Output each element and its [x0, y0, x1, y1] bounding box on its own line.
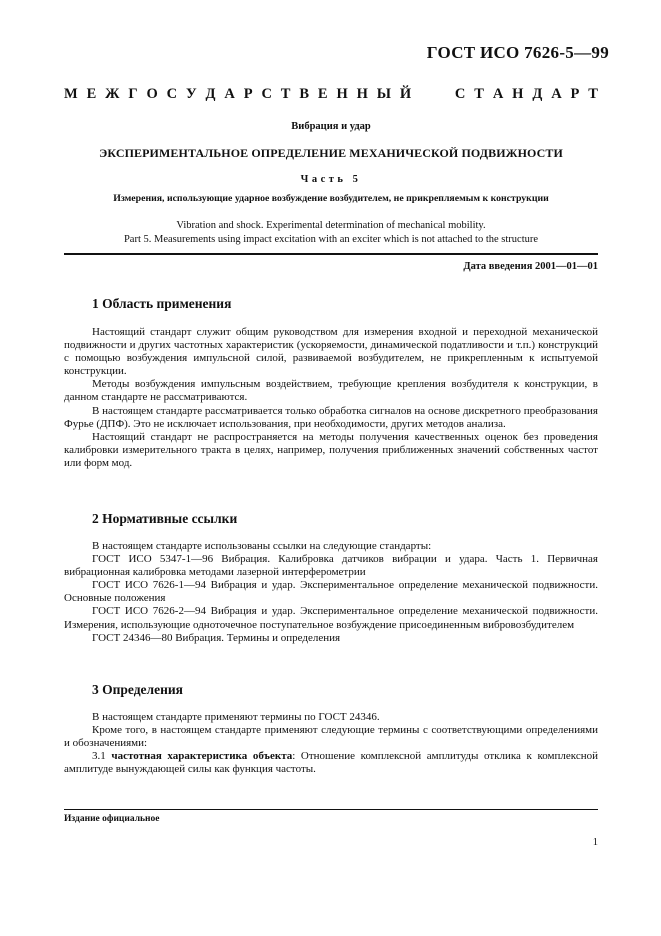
banner-letter: Ы — [376, 86, 391, 102]
section-1-heading: 1 Область применения — [92, 296, 232, 311]
banner-letter: У — [185, 86, 197, 102]
title-divider — [64, 253, 598, 255]
section-3-heading: 3 Определения — [92, 682, 183, 697]
banner-letter: С — [454, 86, 466, 102]
document-title-en — [64, 219, 598, 247]
banner-letter: В — [299, 86, 310, 102]
banner-letter: Е — [317, 86, 328, 102]
banner-letter: А — [492, 86, 504, 102]
banner-letter: Д — [205, 86, 216, 102]
banner-letter: Е — [86, 86, 97, 102]
subject-line: Вибрация и удар — [291, 121, 371, 132]
page-number: 1 — [592, 837, 598, 848]
definition-term: частотная характеристика объекта — [111, 750, 293, 763]
reference-item: ГОСТ ИСО 7626-2—94 Вибрация и удар. Экспериментальное определение механической подвижности. Измерения, использующие одноточечное поступательное возбуждение присоединенным вибровозбудителем — [64, 605, 598, 631]
banner-letter: А — [551, 86, 562, 102]
banner-letter: Н — [336, 86, 348, 102]
banner-letter: Т — [474, 86, 484, 102]
banner-letter: О — [146, 86, 158, 102]
title-en-line-1: Vibration and shock. Experimental determination of mechanical mobility. — [176, 220, 486, 231]
banner-letter: Р — [570, 86, 580, 102]
banner-letter: Ж — [105, 86, 120, 102]
section-1-body — [64, 326, 598, 470]
banner-letter: Д — [532, 86, 543, 102]
document-title-ru: ЭКСПЕРИМЕНТАЛЬНОЕ ОПРЕДЕЛЕНИЕ МЕХАНИЧЕСКОЙ ПОДВИЖНОСТИ — [99, 146, 563, 160]
section-2-body — [64, 540, 598, 645]
banner-letter: М — [64, 86, 78, 102]
banner-letter: Т — [280, 86, 291, 102]
banner-letter: Й — [399, 86, 412, 102]
standard-code: ГОСТ ИСО 7626-5—99 — [426, 43, 609, 62]
title-en-line-2: Part 5. Measurements using impact excitation with an exciter which is not attached to the structure — [123, 234, 539, 245]
paragraph: В настоящем стандарте использованы ссылки на следующие стандарты: — [92, 540, 432, 552]
reference-item: ГОСТ ИСО 5347-1—96 Вибрация. Калибровка датчиков вибрации и удара. Часть 1. Первичная вибрационная калибровка методами лазерной интерферометрии — [64, 553, 598, 579]
paragraph: Настоящий стандарт служит общим руководством для измерения входной и переходной механической подвижности и других частотных характеристик (ускоряемости, динамической податливости и т.п.) конструкций с помощью возбуждения импульсной силой, развиваемой возбудителем, не прикрепленным к испытуемой конструкции. — [64, 326, 598, 378]
banner-letter: А — [224, 86, 235, 102]
paragraph: Настоящий стандарт не распространяется на методы получения качественных оценок без проведения калибровки измерительного тракта в целях, например, получения приближенных значений собственных частот или форм мод. — [64, 430, 598, 469]
banner-letter: Т — [588, 86, 598, 102]
interstate-standard-banner — [64, 86, 598, 103]
banner-letter: С — [261, 86, 272, 102]
footer-divider — [64, 809, 598, 810]
paragraph: Методы возбуждения импульсным воздействием, требующие крепления возбудителя к конструкции, в данном стандарте не рассматриваются. — [64, 378, 598, 404]
banner-letter: С — [166, 86, 178, 102]
reference-item: ГОСТ 24346—80 Вибрация. Термины и определения — [92, 631, 341, 644]
paragraph: В настоящем стандарте применяют термины по ГОСТ 24346. — [92, 711, 380, 723]
official-edition-label: Издание официальное — [64, 814, 160, 824]
banner-letter: Н — [356, 86, 368, 102]
banner-letter: Р — [243, 86, 253, 102]
banner-letter: Г — [128, 86, 138, 102]
reference-item: ГОСТ ИСО 7626-1—94 Вибрация и удар. Экспериментальное определение механической подвижности. Основные положения — [64, 579, 598, 605]
section-2-heading: 2 Нормативные ссылки — [92, 511, 238, 526]
definition-text: : Отношение комплексной амплитуды отклика к комплексной амплитуде вынуждающей силы как функция частоты. — [64, 750, 598, 776]
paragraph: В настоящем стандарте рассматривается только обработка сигналов на основе дискретного преобразования Фурье (ДПФ). Это не исключает использования, при необходимости, других методов анализа. — [64, 404, 598, 430]
section-3-body — [64, 711, 598, 776]
definition-number: 3.1 — [92, 750, 112, 763]
part-subtitle-ru: Измерения, использующие ударное возбуждение возбудителем, не прикрепляемым к конструкции — [113, 193, 549, 204]
introduction-date: Дата введения 2001—01—01 — [463, 261, 598, 272]
paragraph: Кроме того, в настоящем стандарте применяют следующие термины с соответствующими определениями и обозначениями: — [64, 724, 598, 750]
banner-letter: Н — [512, 86, 524, 102]
part-label-ru: Часть 5 — [300, 174, 362, 185]
definition-3-1 — [64, 750, 598, 776]
